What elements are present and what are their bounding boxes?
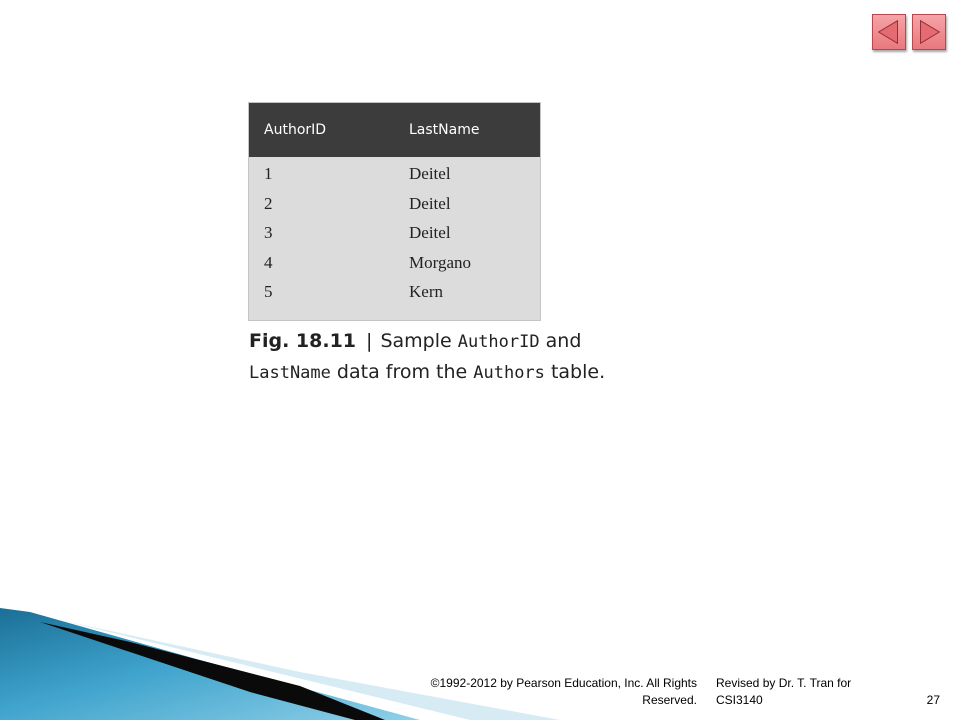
figure-label: Fig. 18.11 bbox=[249, 330, 357, 352]
page-number: 27 bbox=[926, 693, 940, 707]
author-id-cell: 5 bbox=[264, 282, 273, 301]
caption-code-authors: Authors bbox=[473, 363, 545, 383]
figure-caption bbox=[249, 326, 669, 388]
caption-text: data from the bbox=[330, 361, 474, 383]
next-slide-button[interactable] bbox=[912, 14, 946, 50]
table-header bbox=[249, 103, 540, 157]
triangle-left-icon bbox=[873, 15, 905, 49]
authors-table bbox=[248, 102, 541, 321]
header-authorid: AuthorID bbox=[264, 122, 327, 138]
triangle-right-icon bbox=[913, 15, 945, 49]
caption-code-authorid: AuthorID bbox=[457, 332, 540, 352]
caption-code-lastname: LastName bbox=[249, 363, 331, 383]
caption-text: and bbox=[539, 330, 582, 352]
revision-note: Revised by Dr. T. Tran for CSI3140 bbox=[716, 676, 852, 707]
last-name-cell: Morgano bbox=[409, 253, 472, 272]
last-name-cell: Deitel bbox=[409, 164, 451, 183]
table-row bbox=[249, 253, 540, 283]
header-lastname: LastName bbox=[409, 122, 480, 138]
previous-slide-button[interactable] bbox=[872, 14, 906, 50]
caption-separator: | bbox=[366, 330, 373, 352]
caption-text: Sample bbox=[380, 330, 458, 352]
author-id-cell: 1 bbox=[264, 164, 273, 183]
table-row bbox=[249, 194, 540, 224]
copyright-notice: ©1992-2012 by Pearson Education, Inc. All Rights Reserved. bbox=[430, 676, 697, 707]
last-name-cell: Deitel bbox=[409, 194, 451, 213]
caption-text: table. bbox=[544, 361, 606, 383]
last-name-cell: Kern bbox=[409, 282, 443, 301]
table-row bbox=[249, 282, 540, 312]
table-row bbox=[249, 164, 540, 194]
last-name-cell: Deitel bbox=[409, 223, 451, 242]
author-id-cell: 4 bbox=[264, 253, 273, 272]
author-id-cell: 3 bbox=[264, 223, 273, 242]
table-row bbox=[249, 223, 540, 253]
author-id-cell: 2 bbox=[264, 194, 273, 213]
